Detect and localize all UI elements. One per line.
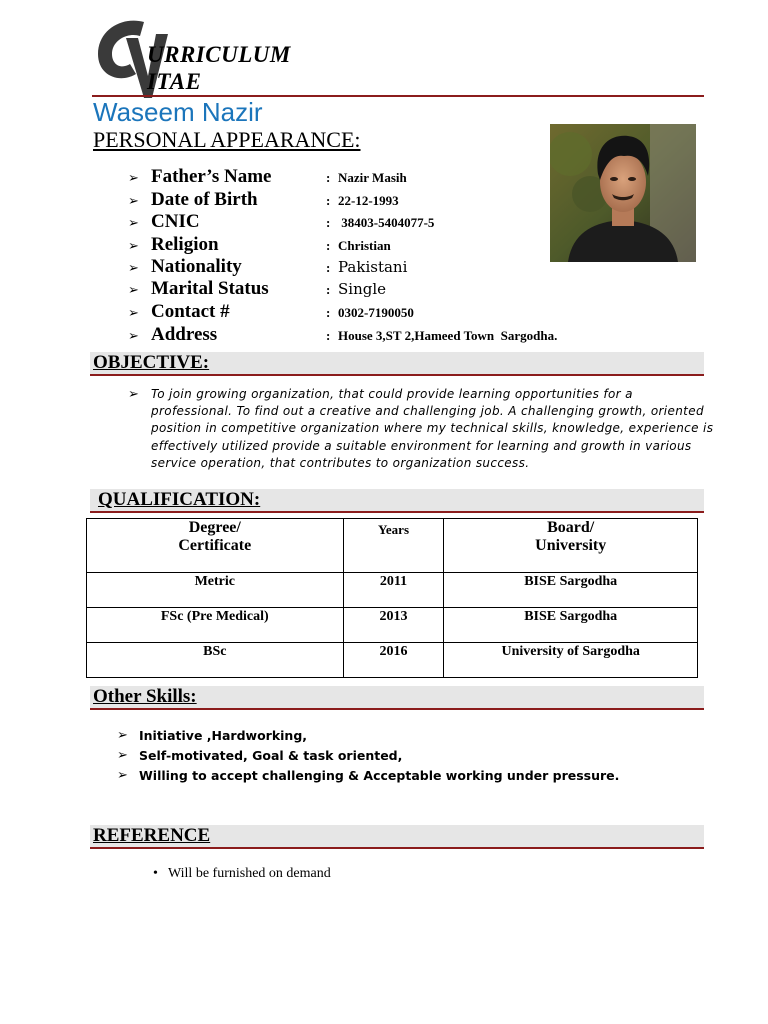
section-title: REFERENCE bbox=[93, 825, 211, 846]
arrow-bullet-icon: ➢ bbox=[128, 305, 139, 320]
section-title: QUALIFICATION: bbox=[98, 489, 261, 510]
detail-colon: : bbox=[326, 282, 331, 297]
logo-word-vitae: ITAE bbox=[147, 69, 202, 94]
logo-word-curriculum: URRICULUM bbox=[147, 42, 291, 67]
detail-row-address bbox=[128, 324, 688, 346]
detail-row-nationality bbox=[128, 256, 688, 278]
table-row bbox=[87, 643, 698, 678]
detail-row-cnic bbox=[128, 211, 688, 233]
skill-text: Self-motivated, Goal & task oriented, bbox=[139, 748, 403, 763]
detail-row-contact bbox=[128, 301, 688, 323]
skill-item bbox=[117, 767, 717, 787]
detail-label: CNIC bbox=[151, 211, 200, 232]
cell-degree: BSc bbox=[87, 643, 344, 678]
detail-row-religion bbox=[128, 234, 688, 256]
detail-value: Pakistani bbox=[338, 258, 408, 276]
detail-row-marital-status bbox=[128, 278, 688, 300]
detail-value: 22-12-1993 bbox=[338, 193, 399, 208]
bullet-dot-icon: • bbox=[153, 866, 158, 881]
cell-degree: Metric bbox=[87, 573, 344, 608]
objective-text: To join growing organization, that could provide learning opportunities for a professional. To find out a creative and challenging job. A challenging growth, oriented position in competitive organization where my technical skills, knowledge, experience is effectively utilized provide a suitable environment for learning and growth in various service operation, that contributes to organization success. bbox=[151, 387, 714, 470]
cell-board: BISE Sargodha bbox=[444, 608, 698, 643]
skill-text: Willing to accept challenging & Acceptable working under pressure. bbox=[139, 768, 620, 783]
skill-text: Initiative ,Hardworking, bbox=[139, 728, 308, 743]
detail-row-date-of-birth bbox=[128, 189, 688, 211]
arrow-bullet-icon: ➢ bbox=[128, 238, 139, 253]
detail-colon: : bbox=[326, 260, 331, 275]
section-header-reference bbox=[90, 825, 704, 849]
detail-value: House 3,ST 2,Hameed Town Sargodha. bbox=[338, 328, 558, 343]
detail-colon: : bbox=[326, 193, 331, 208]
detail-colon: : bbox=[326, 215, 331, 230]
arrow-bullet-icon: ➢ bbox=[128, 170, 139, 185]
table-header-row bbox=[87, 519, 698, 573]
arrow-bullet-icon: ➢ bbox=[128, 328, 139, 343]
candidate-name: Waseem Nazir bbox=[93, 97, 263, 127]
cell-board: BISE Sargodha bbox=[444, 573, 698, 608]
table-row bbox=[87, 608, 698, 643]
detail-colon: : bbox=[326, 170, 331, 185]
qualification-table bbox=[86, 518, 698, 678]
detail-label: Marital Status bbox=[151, 278, 269, 299]
detail-value: 0302-7190050 bbox=[338, 305, 414, 320]
section-title: Other Skills: bbox=[93, 686, 197, 707]
detail-label: Contact # bbox=[151, 301, 230, 322]
detail-value: Christian bbox=[338, 238, 391, 253]
arrow-bullet-icon: ➢ bbox=[128, 260, 139, 275]
detail-colon: : bbox=[326, 328, 331, 343]
cell-year: 2016 bbox=[343, 643, 444, 678]
section-header-objective bbox=[90, 352, 704, 376]
detail-label: Religion bbox=[151, 234, 219, 255]
detail-colon: : bbox=[326, 238, 331, 253]
arrow-bullet-icon: ➢ bbox=[128, 282, 139, 297]
detail-value: Single bbox=[338, 280, 387, 298]
table-row bbox=[87, 573, 698, 608]
detail-label: Address bbox=[151, 324, 218, 345]
arrow-bullet-icon: ➢ bbox=[117, 767, 128, 782]
cell-year: 2013 bbox=[343, 608, 444, 643]
header-board: Board/ University bbox=[444, 519, 698, 573]
detail-label: Date of Birth bbox=[151, 189, 258, 210]
arrow-bullet-icon: ➢ bbox=[117, 747, 128, 762]
skill-item bbox=[117, 727, 717, 747]
header-degree: Degree/ Certificate bbox=[87, 519, 344, 573]
header-years: Years bbox=[343, 519, 444, 573]
arrow-bullet-icon: ➢ bbox=[128, 215, 139, 230]
section-header-skills bbox=[90, 686, 704, 710]
detail-colon: : bbox=[326, 305, 331, 320]
arrow-bullet-icon: ➢ bbox=[128, 386, 139, 401]
detail-value: Nazir Masih bbox=[338, 170, 407, 185]
skill-item bbox=[117, 747, 717, 767]
detail-row-father-name bbox=[128, 166, 688, 188]
section-title: OBJECTIVE: bbox=[93, 352, 210, 373]
detail-label: Nationality bbox=[151, 256, 242, 277]
reference-text: Will be furnished on demand bbox=[168, 866, 331, 881]
cell-year: 2011 bbox=[343, 573, 444, 608]
arrow-bullet-icon: ➢ bbox=[117, 727, 128, 742]
personal-appearance-title: PERSONAL APPEARANCE: bbox=[93, 127, 361, 152]
cell-board: University of Sargodha bbox=[444, 643, 698, 678]
cell-degree: FSc (Pre Medical) bbox=[87, 608, 344, 643]
arrow-bullet-icon: ➢ bbox=[128, 193, 139, 208]
detail-value: 38403-5404077-5 bbox=[338, 215, 435, 230]
section-header-qualification bbox=[90, 489, 704, 513]
detail-label: Father’s Name bbox=[151, 166, 272, 187]
